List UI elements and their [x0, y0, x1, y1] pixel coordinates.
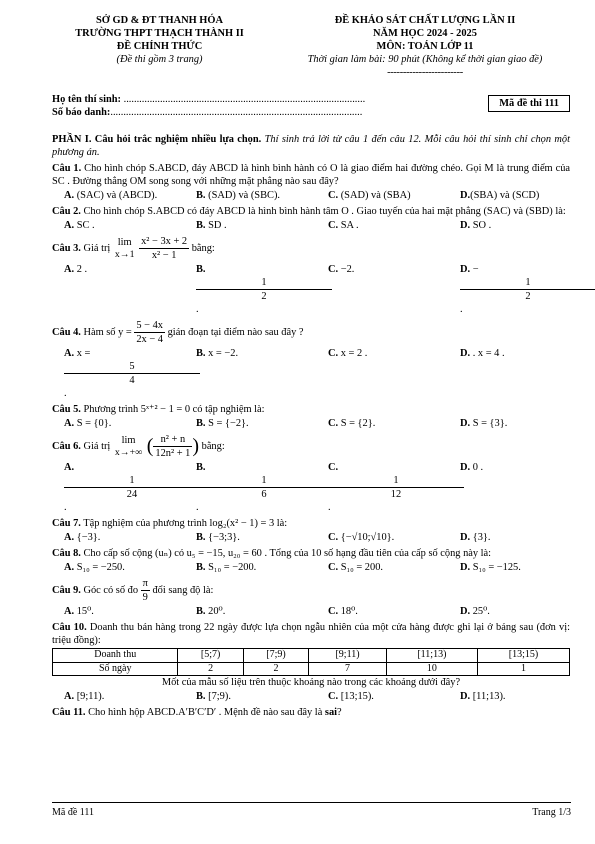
- page-count: (Đề thi gồm 3 trang): [116, 54, 203, 65]
- table-row: Doanh thu [5;7) [7;9) [9;11) [11;13) [13;15): [53, 649, 570, 663]
- table-row: Số ngày 2 2 7 10 1: [53, 662, 570, 676]
- part-title: PHẦN I. Câu hỏi trắc nghiệm nhiều lựa chọn. Thí sinh trả lời từ câu 1 đến câu 12. Mỗi câu hỏi thí sinh chỉ chọn một phương án.: [52, 134, 570, 158]
- options-10: A. [9;11). B. [7;9). C. [13;15). D. [11;13).: [64, 691, 506, 702]
- candidate-info: [52, 93, 570, 119]
- name-field: .............................................................................................: [123, 94, 366, 105]
- school-name: TRƯỜNG THPT THẠCH THÀNH II: [75, 28, 244, 39]
- options-7: A. {−3}. B. {−3;3}. C. {−√10;√10}. D. {3}.: [64, 532, 491, 543]
- header-right: [280, 14, 570, 79]
- official-label: ĐỀ CHÍNH THỨC: [116, 41, 203, 52]
- page-footer: [52, 802, 571, 820]
- footer-code: Mã đề 111: [52, 807, 95, 818]
- question-10-prompt: Mốt của mẫu số liệu trên thuộc khoảng nào trong các khoảng dưới đây?: [161, 677, 461, 688]
- dept-name: SỞ GD & ĐT THANH HÓA: [96, 15, 223, 26]
- question-9: Câu 9. Góc có số đo $\frac{\pi}{9}$ đổi sang độ là:: [52, 578, 214, 603]
- question-10: Câu 10. Doanh thu bán hàng trong 22 ngày được lựa chọn ngẫu nhiên của một cửa hàng được ghi lại ở bảng sau (đơn vị: triệu đồng):: [52, 622, 570, 646]
- question-8: Câu 8. Cho cấp số cộng (uₙ) có u₅ = −15, u₂₀ = 60 . Tổng của 10 số hạng đầu tiên của cấp số cộng này là:: [52, 548, 492, 559]
- options-4: A. x = $\frac{5}{4}$ . B. x = −2. C. x = 2 . D. . x = 4 .: [64, 348, 505, 399]
- sbd-label: Số báo danh:: [52, 107, 111, 118]
- question-3: Câu 3. Giá trị lim x→1 $\frac{\text{x² − 3x + 2}}{\text{x² − 1}}$ bằng:: [52, 236, 215, 261]
- options-3: A. 2 . B. $\frac{1}{2}$ . C. −2. D. − $\frac{1}{2}$ .: [52, 263, 570, 316]
- options-2: A. SC . B. SD . C. SA . D. SO .: [64, 220, 492, 231]
- question-1: Câu 1. Cho hình chóp S.ABCD, đáy ABCD là hình bình hành có O là giao điểm hai đường chéo. Gọi M là trung điểm của SC . Đường thẳng OM song song với những mặt phẳng nào sau đây?: [52, 163, 570, 187]
- question-2: Câu 2. Cho hình chóp S.ABCD có đáy ABCD là hình bình hành tâm O . Giao tuyến của hai mặt phẳng (SAC) và (SBD) là:: [52, 206, 566, 217]
- name-label: Họ tên thí sinh:: [52, 94, 124, 105]
- options-5: A. S = {0}. B. S = {−2}. C. S = {2}. D. S = {3}.: [64, 418, 508, 429]
- page-number: Trang 1/3: [532, 807, 571, 818]
- revenue-table: [52, 648, 570, 676]
- question-4: Câu 4. Hàm số y = $\frac{5 - 4x}{2x - 4}$ gián đoạn tại điểm nào sau đây ?: [52, 320, 304, 345]
- sbd-field: .................................................................................................: [110, 107, 363, 118]
- question-5: Câu 5. Phương trình 5ˣ⁺² − 1 = 0 có tập nghiệm là:: [52, 404, 265, 415]
- subject: MÔN: TOÁN LỚP 11: [376, 41, 474, 52]
- question-6: Câu 6. Giá trị lim x→+∞ ( $\frac{\text{n² + n}}{\text{12n² + 1}}$ ) bằng:: [52, 434, 225, 459]
- exam-header: [52, 14, 570, 79]
- options-9: A. 15⁰. B. 20⁰. C. 18⁰. D. 25⁰.: [64, 606, 490, 617]
- time-limit: Thời gian làm bài: 90 phút (Không kể thời gian giao đề): [307, 54, 543, 65]
- school-year: NĂM HỌC 2024 - 2025: [373, 28, 477, 39]
- exam-title: ĐỀ KHẢO SÁT CHẤT LƯỢNG LẦN II: [334, 15, 516, 26]
- header-rule: ------------------------: [387, 67, 463, 78]
- exam-code-box: Mã đề thi 111: [488, 95, 570, 112]
- header-left: [52, 14, 267, 79]
- options-6: A. $\frac{1}{24}$ . B. $\frac{1}{6}$ . C. $\frac{1}{12}$ . D. 0 .: [64, 462, 484, 513]
- question-11: Câu 11. Cho hình hộp ABCD.A′B′C′D′ . Mệnh đề nào sau đây là sai?: [52, 707, 342, 718]
- exam-page: [52, 14, 570, 719]
- options-8: A. S₁₀ = −250. B. S₁₀ = −200. C. S₁₀ = 200. D. S₁₀ = −125.: [64, 562, 521, 573]
- options-1: A. (SAC) và (ABCD). B. (SAD) và (SBC). C. (SAD) và (SBA) D.(SBA) và (SCD): [64, 190, 540, 201]
- question-7: Câu 7. Tập nghiệm của phương trình log₂(x² − 1) = 3 là:: [52, 518, 288, 529]
